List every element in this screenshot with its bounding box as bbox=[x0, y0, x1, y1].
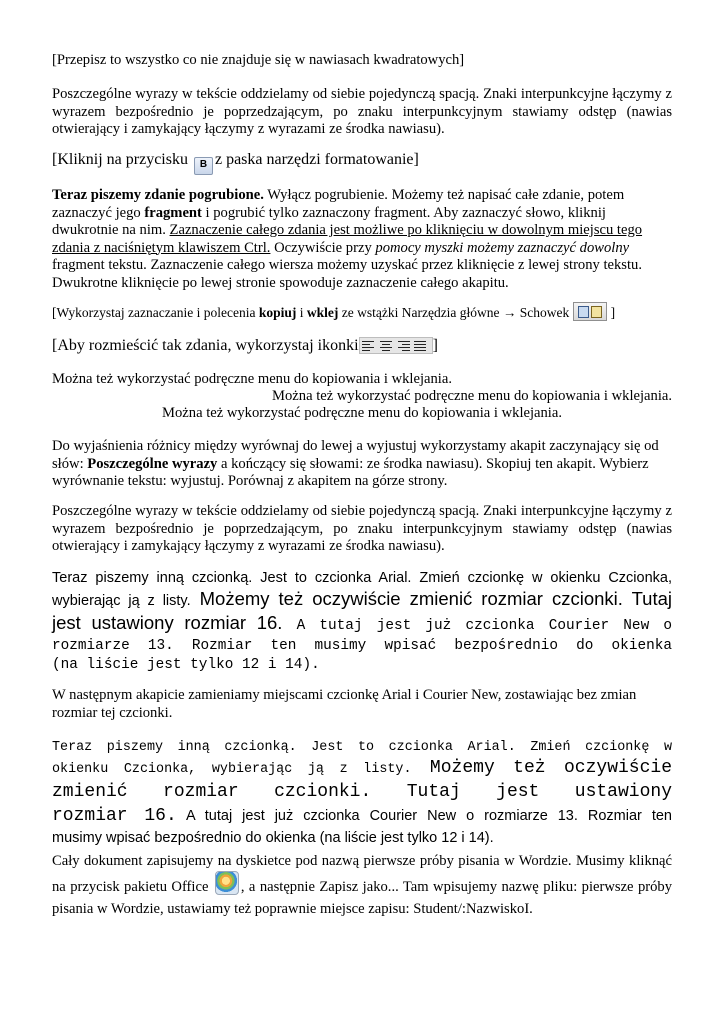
bold-button-icon[interactable]: B bbox=[194, 157, 213, 175]
align-center-icon[interactable] bbox=[379, 340, 394, 353]
align-left-icon[interactable] bbox=[362, 340, 377, 353]
bold-sentence: Teraz piszemy zdanie pogrubione. bbox=[52, 187, 264, 203]
align-right-icon[interactable] bbox=[396, 340, 411, 353]
paragraph-left-vs-justify: Do wyjaśnienia różnicy między wyrównaj do lewej a wyjustuj wykorzystamy akapit zaczynający się od słów: Poszczególne wyrazy a kończący się słowami: ze środka nawiasu). Skopiuj ten akapit. Wybierz wyrównanie tekstu: wyjustuj. Porównaj z akapitem na górze strony. bbox=[52, 438, 659, 489]
instruction-bold-button: [Kliknij na przycisku B z paska narzędzi formatowanie] bbox=[52, 150, 672, 175]
instruction-rewrite: [Przepisz to wszystko co nie znajduje się w nawiasach kwadratowych] bbox=[52, 52, 465, 68]
paragraph-bold-selection: Teraz piszemy zdanie pogrubione. Wyłącz pogrubienie. Możemy też napisać całe zdanie, potem zaznaczyć jego fragment i pogrubić tylko zaznaczony fragment. Aby zaznaczyć słowo, kliknij dwukrotnie na nim. Zaznaczenie całego zdania jest możliwe po kliknięciu w dowolnym miejscu tego zdania z naciśniętym klawiszem Ctrl. Oczywiście przy pomocy myszki możemy zaznaczyć dowolny fragment tekstu. Zaznaczenie całego wiersza możemy uzyskać przez kliknięcie z lewej strony tekstu. Dwukrotne kliknięcie po lewej stronie spowoduje zaznaczenie całego akapitu. bbox=[52, 187, 643, 291]
office-button-icon[interactable] bbox=[215, 871, 239, 895]
instruction-alignment-icons: [Aby rozmieścić tak zdania, wykorzystaj ikonki ] bbox=[52, 337, 438, 354]
paragraph-spacing-rules: Poszczególne wyrazy w tekście oddzielamy od siebie pojedynczą spacją. Znaki interpunkcyjne łączymy z wyrazem bezpośrednio je poprzedzającym, po znaku interpunkcyjnym stawiamy odstęp (nawias otwierający i zamykający łączymy z wyrazami ze środka nawiasu). bbox=[52, 86, 672, 137]
instruction-swap-fonts: W następnym akapicie zamieniamy miejscami czcionkę Arial i Courier New, zostawiając bez zmian rozmiar tej czcionki. bbox=[52, 687, 637, 721]
italic-fragment: pomocy myszki możemy zaznaczyć dowolny bbox=[375, 239, 630, 256]
clipboard-icon[interactable] bbox=[573, 302, 607, 321]
align-justify-icon[interactable] bbox=[413, 340, 428, 353]
paragraph-courier-arial: Teraz piszemy inną czcionką. Jest to czcionka Arial. Zmień czcionkę w okienku Czcionka, wybierając ją z listy. Możemy też oczywiście zmienić rozmiar czcionki. Tutaj jest ustawiony rozmiar 16. A tutaj jest już czcionka Courier New o rozmiarze 13. Rozmiar ten musimy wpisać bezpośrednio do okienka (na liście jest tylko 12 i 14). bbox=[52, 740, 672, 846]
underlined-sentence: Zaznaczenie całego zdania jest możliwe po kliknięciu w dowolnym miejscu tego zdania z naciśniętym klawiszem Ctrl. bbox=[52, 222, 643, 256]
paragraph-arial-courier: Teraz piszemy inną czcionką. Jest to czcionka Arial. Zmień czcionkę w okienku Czcionka, wybierając ją z listy. Możemy też oczywiście zmienić rozmiar czcionki. Tutaj jest ustawiony rozmiar 16. A tutaj jest już czcionka Courier New o rozmiarze 13. Rozmiar ten musimy wpisać bezpośrednio do okienka (na liście jest tylko 12 i 14). bbox=[52, 570, 673, 673]
example-left-aligned: Można też wykorzystać podręczne menu do kopiowania i wklejania. bbox=[52, 371, 452, 387]
example-centered: Można też wykorzystać podręczne menu do kopiowania i wklejania. bbox=[162, 405, 562, 421]
paragraph-alignment-icons[interactable] bbox=[359, 337, 433, 354]
example-right-aligned: Można też wykorzystać podręczne menu do kopiowania i wklejania. bbox=[272, 388, 672, 404]
paragraph-save-document: Cały dokument zapisujemy na dyskietce pod nazwą pierwsze próby pisania w Wordzie. Musimy kliknąć na przycisk pakietu Office , a następnie Zapisz jako... Tam wpisujemy nazwę pliku: pierwsze próby pisania w Wordzie, ustawiamy też poprawnie miejsce zapisu: Student/:NazwiskoI. bbox=[52, 853, 672, 917]
paragraph-justified: Poszczególne wyrazy w tekście oddzielamy od siebie pojedynczą spacją. Znaki interpunkcyjne łączymy z wyrazem bezpośrednio je poprzedzającym, po znaku interpunkcyjnym stawiamy odstęp (nawias otwierający i zamykający łączymy z wyrazami ze środka nawiasu). bbox=[52, 503, 672, 554]
instruction-copy-paste: [Wykorzystaj zaznaczanie i polecenia kopiuj i wklej ze wstążki Narzędzia główne → Schowek ] bbox=[52, 302, 672, 322]
bold-fragment: fragment bbox=[144, 204, 202, 221]
